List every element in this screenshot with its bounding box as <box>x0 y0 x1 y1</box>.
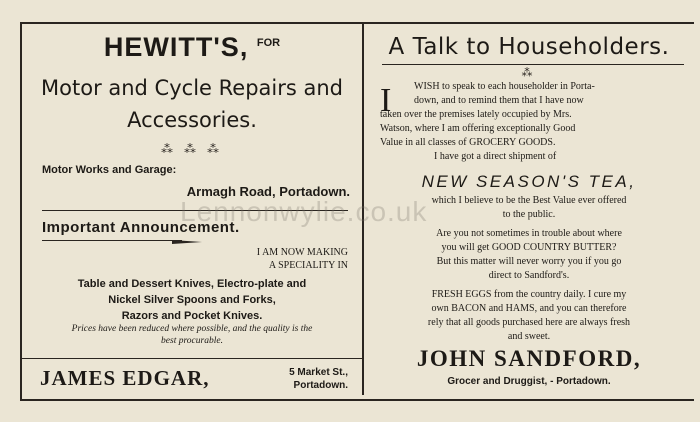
butter-line-2: you will get GOOD COUNTRY BUTTER? <box>441 242 617 253</box>
knives-line-1: Table and Dessert Knives, Electro-plate and <box>77 278 307 290</box>
tea-line-2: to the public. <box>502 209 556 220</box>
speciality-line-1: I AM NOW MAKING <box>256 247 348 258</box>
intro-paragraph <box>366 80 692 164</box>
intro-line-1: WISH to speak to each householder in Porta- <box>414 81 595 92</box>
eggs-line-3: rely that all goods purchased here are always fresh <box>427 317 631 328</box>
new-season-tea: NEW SEASON'S TEA, <box>421 172 637 191</box>
knives-line-2: Nickel Silver Spoons and Forks, <box>108 294 276 306</box>
title-rule <box>382 64 684 65</box>
motor-works-label: Motor Works and Garage: <box>42 164 177 176</box>
james-edgar-name: JAMES EDGAR, <box>40 366 210 390</box>
tea-line-1: which I believe to be the Best Value ever offered <box>431 195 627 206</box>
speciality-text <box>22 246 348 272</box>
grocer-line: Grocer and Druggist, - Portadown. <box>447 376 611 387</box>
john-sandford-name: JOHN SANDFORD, <box>416 346 642 371</box>
hewitts-title <box>22 32 362 63</box>
intro-line-3: taken over the premises lately occupied by Mrs. <box>380 109 572 120</box>
watermark: Lennonwylie.co.uk <box>180 196 428 227</box>
hewitts-address: Armagh Road, Portadown. <box>186 184 350 199</box>
eggs-line-2: own BACON and HAMS, and you can therefore <box>431 303 627 314</box>
hewitts-subtitle-1: Motor and Cycle Repairs and <box>41 76 343 100</box>
prices-line-1: Prices have been reduced where possible, and the quality is the <box>71 324 313 334</box>
ornament-icon: ⁂ ⁂ ⁂ <box>161 142 223 156</box>
pointer-icon <box>172 240 202 244</box>
edgar-address-line-1: 5 Market St., <box>289 367 348 378</box>
butter-line-4: direct to Sandford's. <box>488 270 570 281</box>
intro-line-6: I have got a direct shipment of <box>434 151 557 162</box>
ornament-icon-2: ⁂ <box>521 67 537 79</box>
eggs-line-4: and sweet. <box>507 331 551 342</box>
hewitts-subtitle-2: Accessories. <box>127 108 257 132</box>
announcement-underline <box>42 240 182 241</box>
intro-line-5: Value in all classes of GROCERY GOODS. <box>380 137 556 148</box>
speciality-line-2: A SPECIALITY IN <box>268 260 348 271</box>
knives-list <box>22 276 362 324</box>
hewitts-for: FOR <box>256 37 281 49</box>
james-edgar-address <box>22 366 348 392</box>
eggs-line-1: FRESH EGGS from the country daily. I cure my <box>431 289 627 300</box>
householders-title: A Talk to Householders. <box>388 34 670 60</box>
eggs-paragraph <box>366 288 692 344</box>
edgar-address-line-2: Portadown. <box>293 380 348 391</box>
butter-line-3: But this matter will never worry you if you go <box>436 256 622 267</box>
hewitts-name: HEWITT'S, <box>103 32 249 62</box>
knives-line-3: Razors and Pocket Knives. <box>121 310 263 322</box>
prices-line-2: best procurable. <box>161 336 223 346</box>
announcement-heading: Important Announcement. <box>42 219 240 236</box>
prices-note <box>22 323 362 347</box>
butter-line-1: Are you not sometimes in trouble about where <box>436 228 622 239</box>
intro-line-2: down, and to remind them that I have now <box>414 95 584 106</box>
divider-rule-bottom <box>22 358 362 359</box>
drop-cap: I <box>380 82 392 119</box>
butter-paragraph <box>366 227 692 283</box>
intro-line-4: Watson, where I am offering exceptionally Good <box>380 123 576 134</box>
